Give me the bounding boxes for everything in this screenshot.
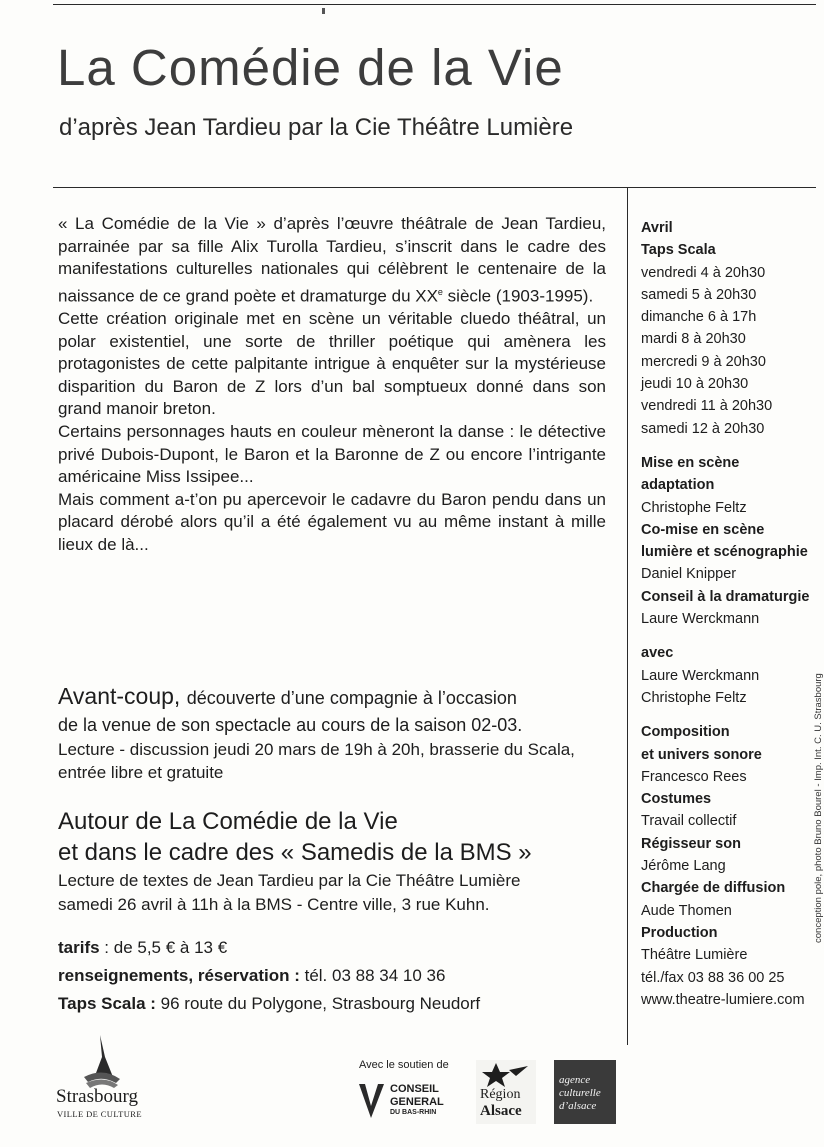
date-item: vendredi 11 à 20h30 [641,398,773,415]
autour-line-1: Lecture de textes de Jean Tardieu par la Cie Théâtre Lumière [58,871,521,890]
print-credit [799,638,824,943]
mise-en-scene-label: Mise en scène [641,454,740,471]
date-item: vendredi 4 à 20h30 [641,264,766,281]
top-rule [53,4,816,5]
cg-line-2: GENERAL [390,1096,444,1108]
top-mark [322,8,325,14]
mise-en-scene-name: Christophe Feltz [641,499,747,516]
print-credit-text: conception pole, photo Bruno Bourel - Imp. Int. C. U. Strasbourg [813,673,824,943]
strasbourg-name: Strasbourg [56,1086,138,1107]
tarifs-label: tarifs [58,938,100,957]
reservation-label: renseignements, réservation : [58,966,300,985]
intro-paragraph-3: Certains personnages hauts en couleur mèneront la danse : le détective privé Dubois-Dupont, le Baron et la Baronne de Z ou encore l’intrigante américaine Miss Issipee... [58,422,606,487]
date-item: jeudi 10 à 20h30 [641,376,749,393]
intro-paragraph-2: Cette création originale met en scène un véritable cluedo théâtral, un polar existentiel, une sorte de thriller poétique qui amènera les protagonistes de cette palpitante intrigue à enquêter sur la mystérieuse disparition du Baron de Z lors d’un bal somptueux donné dans son grand manoir breton. [58,309,606,419]
agence-line-1: agence [559,1074,591,1086]
date-item: samedi 12 à 20h30 [641,420,765,437]
page-subtitle: d’après Jean Tardieu par la Cie Théâtre Lumière [59,114,574,141]
sponsor-intro: Avec le soutien de [359,1059,449,1071]
dramaturgie-label: Conseil à la dramaturgie [641,588,810,605]
agence-line-3: d’alsace [559,1100,597,1112]
composition-name: Francesco Rees [641,768,747,785]
month-label: Avril [641,220,673,236]
avec-label: avec [641,645,674,662]
scenographie-label: lumière et scénographie [641,544,808,561]
costumes-label: Costumes [641,791,712,808]
venue-label: Taps Scala : [58,994,156,1013]
diffusion-name: Aude Thomen [641,902,732,919]
spacer [641,630,816,642]
adaptation-label: adaptation [641,477,715,494]
cast-name: Christophe Feltz [641,689,747,706]
avant-coup-lead: Avant-coup, [58,683,181,709]
spacer [641,709,816,721]
regisseur-name: Jérôme Lang [641,858,726,875]
region-label: Région [480,1087,521,1102]
website-link[interactable]: www.theatre-lumiere.com [641,991,805,1008]
univers-sonore-label: et univers sonore [641,746,762,763]
practical-info [58,934,480,1018]
tarifs-value: : de 5,5 € à 13 € [99,938,228,957]
composition-label: Composition [641,724,730,741]
date-item: mercredi 9 à 20h30 [641,353,766,370]
co-mise-name: Daniel Knipper [641,566,737,583]
avant-coup-desc-2: de la venue de son spectacle au cours de la saison 02-03. [58,715,523,735]
sidebar [641,217,816,1011]
cathedral-spire [90,1035,113,1079]
strasbourg-tagline: VILLE DE CULTURE [57,1109,142,1119]
intro-p1-sup: e [437,286,443,297]
agence-line-2: culturelle [559,1087,601,1099]
avant-coup-text: Lecture - discussion jeudi 20 mars de 19h à 20h, brasserie du Scala, entrée libre et gratuite [58,740,575,782]
spacer [641,440,816,452]
cg-line-3: DU BAS-RHIN [390,1109,437,1116]
conseil-general-icon [357,1078,387,1122]
cg-line-1: CONSEIL [390,1083,439,1095]
regisseur-label: Régisseur son [641,835,741,852]
header-divider [53,187,816,188]
date-item: mardi 8 à 20h30 [641,331,746,348]
intro-text [58,213,606,557]
agence-culturelle-logo [554,1060,616,1124]
autour-line-2: samedi 26 avril à 11h à la BMS - Centre ville, 3 rue Kuhn. [58,895,490,914]
autour-heading-2: et dans le cadre des « Samedis de la BMS » [58,839,532,866]
intro-paragraph-4: Mais comment a-t’on pu apercevoir le cadavre du Baron pendu dans un placard dérobé alors qu’il a été également vu au même instant à mille lieux de là... [58,489,606,554]
conseil-general-logo [357,1078,457,1122]
venue-line [58,990,480,1018]
venue-name: Taps Scala [641,242,716,259]
avant-coup-desc: découverte d’une compagnie à l’occasion [186,688,517,708]
venue-value: 96 route du Polygone, Strasbourg Neudorf [155,994,481,1013]
intro-paragraph-1 [58,213,606,308]
intro-p1-text: « La Comédie de la Vie » d’après l’œuvre théâtrale de Jean Tardieu, parrainée par sa fille Alix Turolla Tardieu, s’inscrit dans le cadre des manifestations culturelles nationales qui célèbrent le centenaire de la naissance de ce grand poète et dramaturge du XX [58,214,606,306]
tarifs-line [58,934,480,962]
co-mise-label: Co-mise en scène [641,521,765,538]
avant-coup-section [58,681,618,784]
column-divider [627,187,628,1045]
alsace-label: Alsace [480,1103,522,1119]
intro-p1-end: siècle (1903-1995). [442,286,594,306]
costumes-value: Travail collectif [641,813,737,830]
date-item: samedi 5 à 20h30 [641,286,757,303]
diffusion-label: Chargée de diffusion [641,880,786,897]
date-item: dimanche 6 à 17h [641,309,757,326]
cast-name: Laure Werckmann [641,667,760,684]
phone-number: tél./fax 03 88 36 00 25 [641,969,785,986]
page-title: La Comédie de la Vie [57,39,564,96]
reservation-line [58,962,480,990]
autour-heading-1: Autour de La Comédie de la Vie [58,808,398,835]
production-name: Théâtre Lumière [641,947,748,964]
star-icon [476,1060,536,1088]
autour-section [58,806,618,916]
reservation-value: tél. 03 88 34 10 36 [299,966,446,985]
avant-coup-heading [58,681,618,713]
dramaturgie-name: Laure Werckmann [641,611,760,628]
region-alsace-logo [476,1060,536,1124]
production-label: Production [641,924,718,941]
